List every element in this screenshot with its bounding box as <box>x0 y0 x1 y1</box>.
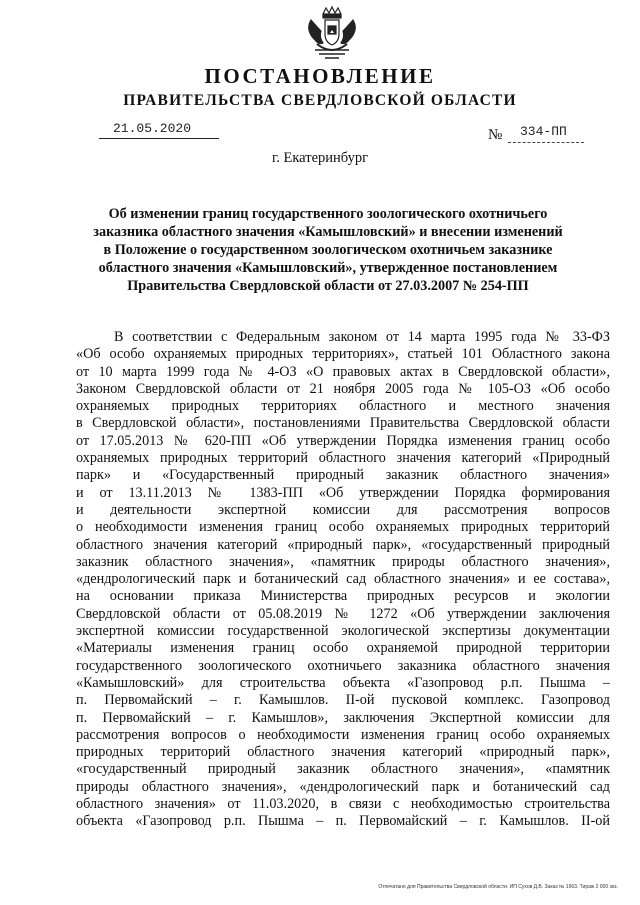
document-heading <box>88 205 568 295</box>
body-line: В соответствии с Федеральным законом от 14 марта 1995 года № 33-ФЗ <box>114 329 610 345</box>
body-line: «дендрологический парк и ботанический сад областного значения» и ее состава», <box>76 571 610 588</box>
document-date: 21.05.2020 <box>113 121 192 136</box>
heading-line: областного значения «Камышловский», утвержденное постановлением <box>98 260 558 276</box>
body-line: в Свердловской области», постановлениями Правительства Свердловской области <box>76 415 610 432</box>
body-line: рассмотрения вопросов о необходимости изменения границ особо охраняемых <box>76 726 610 743</box>
body-line: заказник областного значения», «памятник природы областного значения», <box>76 553 610 570</box>
body-line: и деятельности экспертной комиссии для рассмотрения вопросов <box>76 501 610 518</box>
body-line: и от 13.11.2013 № 1383-ПП «Об утверждении Порядка формирования <box>76 484 610 501</box>
body-paragraph <box>76 329 610 831</box>
coat-of-arms-icon <box>303 4 361 64</box>
number-underline <box>508 142 584 143</box>
body-line: областного значения категорий «природный парк», «государственный природный <box>76 536 610 553</box>
body-line: охраняемых природных территорий областного значения категорий «Природный <box>76 450 610 467</box>
body-line: природных территорий областного значения категорий «природный парк», <box>76 744 610 761</box>
heading-line: в Положение о государственном зоологическом охотничьем заказнике <box>103 242 553 258</box>
city-name: г. Екатеринбург <box>271 150 369 166</box>
body-line: о необходимости изменения границ особо охраняемых природных территорий <box>76 519 610 536</box>
heading-line: Об изменении границ государственного зоологического охотничьего <box>108 206 548 222</box>
body-line: парк» и «Государственный природный заказник областного значения» <box>76 467 610 484</box>
body-line: экспертной комиссии государственной экологической экспертизы документации <box>76 623 610 640</box>
printer-note: Отпечатано для Правительства Свердловской области. ИП Сухов Д.В. Заказ № 1963. Тираж 2 000 экз. <box>378 884 618 890</box>
body-line: природы областного значения», «дендрологический парк и ботанический сад <box>76 778 610 795</box>
body-line: охраняемых природных территориях областного и местного значения <box>76 398 610 415</box>
issuing-authority: ПРАВИТЕЛЬСТВА СВЕРДЛОВСКОЙ ОБЛАСТИ <box>123 92 517 109</box>
document-number: 334-ПП <box>520 124 567 139</box>
body-line: п. Первомайский – г. Камышлов», заключения Экспертной комиссии для <box>76 709 610 726</box>
body-line: объекта «Газопровод р.п. Пышма – п. Первомайский – г. Камышлов. II-ой <box>76 813 610 830</box>
date-underline <box>99 138 219 139</box>
document-title: ПОСТАНОВЛЕНИЕ <box>204 64 436 88</box>
body-line: Законом Свердловской области от 21 ноября 2005 года № 105-ОЗ «Об особо <box>76 380 610 397</box>
body-line: от 17.05.2013 № 620-ПП «Об утверждении Порядка изменения границ особо <box>76 432 610 449</box>
body-line: на основании приказа Министерства природных ресурсов и экологии <box>76 588 610 605</box>
body-line: «государственный природный заказник областного значения», «памятник <box>76 761 610 778</box>
body-line: «Об особо охраняемых природных территориях», статьей 101 Областного закона <box>76 346 610 363</box>
heading-line: Правительства Свердловской области от 27.03.2007 № 254-ПП <box>127 278 529 294</box>
body-line: «Материалы изменения границ особо охраняемой природной территории <box>76 640 610 657</box>
number-sign: № <box>488 127 503 143</box>
body-line: п. Первомайский – г. Камышлов. II-ой пусковой комплекс. Газопровод <box>76 692 610 709</box>
body-line: Свердловской области от 05.08.2019 № 1272 «Об утверждении заключения <box>76 605 610 622</box>
body-line: областного значения» от 11.03.2020, в связи с необходимостью строительства <box>76 796 610 813</box>
body-line: от 10 марта 1999 года № 4-ОЗ «О правовых актах в Свердловской области», <box>76 363 610 380</box>
body-line: «Камышловский» для строительства объекта «Газопровод р.п. Пышма – <box>76 674 610 691</box>
body-line: государственного зоологического охотничьего заказника областного значения <box>76 657 610 674</box>
heading-line: заказника областного значения «Камышловский» и внесении изменений <box>93 224 563 240</box>
